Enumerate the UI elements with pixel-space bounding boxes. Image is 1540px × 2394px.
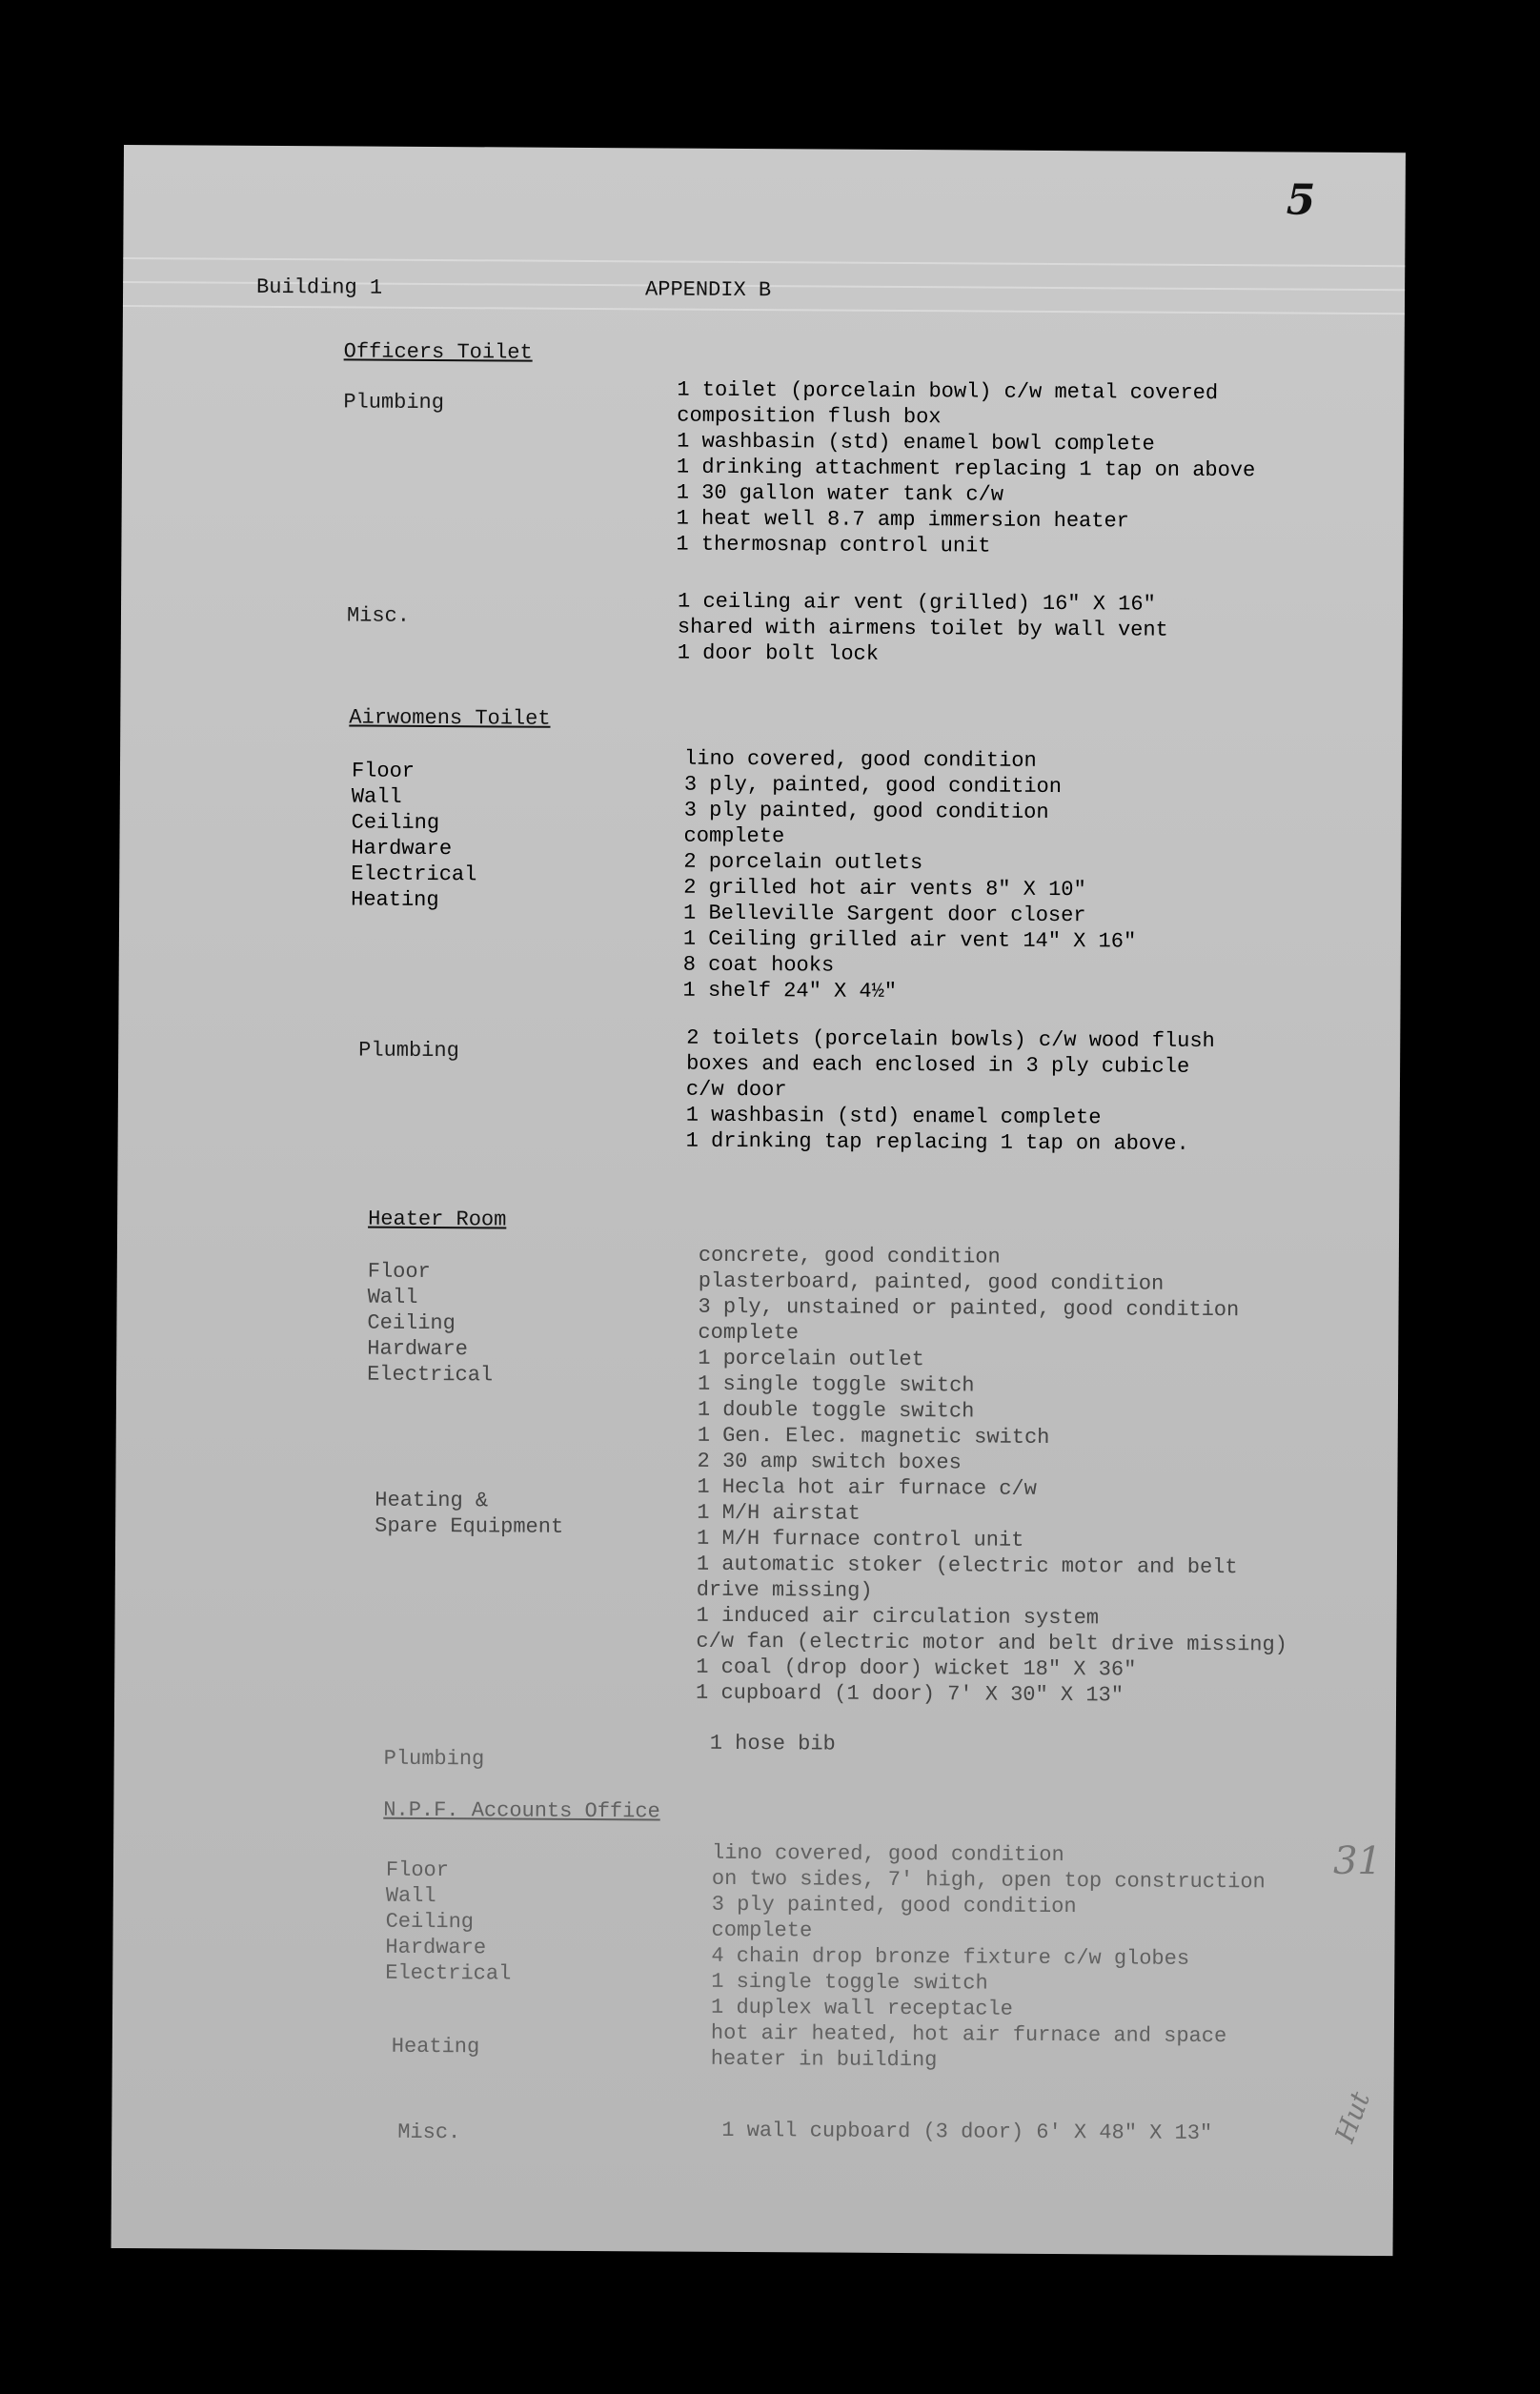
label: Floor (385, 1857, 450, 1883)
label: Hardware (351, 836, 453, 862)
label: Wall (351, 784, 402, 809)
label: Electrical (385, 1960, 512, 1986)
line: complete (698, 1320, 800, 1346)
line: 3 ply, painted, good condition (683, 772, 1063, 800)
line: composition flush box (677, 403, 942, 430)
line: drive missing) (696, 1577, 873, 1603)
line: c/w fan (electric motor and belt drive missing) (696, 1629, 1287, 1657)
line: 2 porcelain outlets (683, 849, 923, 876)
label: Ceiling (351, 810, 440, 836)
section-heading-npf-accounts-office: N.P.F. Accounts Office (383, 1797, 660, 1824)
label-plumbing: Plumbing (343, 390, 445, 416)
label: Wall (367, 1285, 418, 1309)
line: 1 30 gallon water tank c/w (676, 480, 1004, 507)
line: 1 Gen. Elec. magnetic switch (697, 1423, 1050, 1450)
section-heading-airwomens-toilet: Airwomens Toilet (349, 705, 551, 731)
label: Floor (367, 1259, 431, 1284)
label: Hardware (367, 1336, 468, 1362)
line: 1 ceiling air vent (grilled) 16" X 16" (678, 589, 1156, 617)
line: 4 chain drop bronze fixture c/w globes (711, 1943, 1190, 1971)
line: shared with airmens toilet by wall vent (677, 615, 1168, 642)
line: complete (683, 823, 785, 849)
line: complete (711, 1917, 813, 1943)
line: c/w door (685, 1077, 787, 1103)
label-plumbing: Plumbing (358, 1038, 459, 1064)
line: 1 M/H airstat (697, 1500, 861, 1526)
line: 1 double toggle switch (697, 1397, 975, 1424)
label-heating: Heating & (375, 1488, 489, 1513)
appendix-title: APPENDIX B (645, 277, 772, 303)
line: 1 Hecla hot air furnace c/w (697, 1474, 1037, 1501)
line: 1 wall cupboard (3 door) 6' X 48" X 13" (721, 2118, 1213, 2146)
label-misc: Misc. (346, 603, 411, 628)
line: 1 Ceiling grilled air vent 14" X 16" (682, 926, 1137, 954)
label: Wall (385, 1883, 436, 1909)
building-label: Building 1 (256, 274, 383, 300)
line: 1 washbasin (std) enamel bowl complete (677, 429, 1155, 456)
line: 2 grilled hot air vents 8" X 10" (683, 875, 1086, 903)
line: 3 ply painted, good condition (683, 798, 1049, 824)
line: 1 heat well 8.7 amp immersion heater (676, 506, 1129, 534)
line: on two sides, 7' high, open top construction (711, 1866, 1266, 1895)
line: 1 M/H furnace control unit (697, 1526, 1024, 1552)
line: 8 coat hooks (682, 952, 835, 978)
document-page (111, 145, 1406, 2256)
line: 1 porcelain outlet (698, 1346, 924, 1372)
label: Electrical (367, 1362, 494, 1388)
section-heading-heater-room: Heater Room (368, 1207, 507, 1232)
line: 3 ply painted, good condition (711, 1892, 1077, 1919)
line: 2 toilets (porcelain bowls) c/w wood flush (686, 1025, 1215, 1054)
label: Floor (351, 759, 415, 783)
label-plumbing: Plumbing (383, 1746, 485, 1772)
line: 1 washbasin (std) enamel complete (685, 1103, 1102, 1130)
line: 1 Belleville Sargent door closer (683, 901, 1086, 928)
line: 1 duplex wall receptacle (710, 1995, 1014, 2021)
line: 1 cupboard (1 door) 7' X 30" X 13" (696, 1680, 1125, 1708)
line: 2 30 amp switch boxes (697, 1449, 962, 1475)
line: 1 single toggle switch (711, 1969, 988, 1996)
line: 1 shelf 24" X 4½" (682, 978, 898, 1004)
line: plasterboard, painted, good condition (698, 1268, 1165, 1296)
line: heater in building (710, 2046, 938, 2073)
line: 1 toilet (porcelain bowl) c/w metal covered (677, 377, 1219, 406)
label: Ceiling (367, 1310, 456, 1336)
label: Ceiling (385, 1909, 475, 1935)
line: 1 drinking attachment replacing 1 tap on above (676, 455, 1256, 483)
label: Heating (351, 887, 439, 913)
label: Hardware (385, 1935, 487, 1960)
line: 1 single toggle switch (697, 1371, 975, 1398)
line: 1 hose bib (709, 1731, 836, 1756)
margin-note-number: 31 (1332, 1838, 1383, 1884)
line: 1 coal (drop door) wicket 18" X 36" (696, 1654, 1137, 1682)
line: lino covered, good condition (684, 746, 1037, 773)
line: hot air heated, hot air furnace and space (710, 2020, 1227, 2049)
line: 1 door bolt lock (677, 640, 880, 666)
line: 1 automatic stoker (electric motor and belt (696, 1552, 1238, 1580)
label: Electrical (351, 862, 477, 887)
line: concrete, good condition (698, 1243, 1001, 1269)
label-spare-equipment: Spare Equipment (375, 1513, 564, 1539)
line: 1 induced air circulation system (696, 1603, 1100, 1631)
line: 3 ply, unstained or painted, good condition (698, 1294, 1240, 1323)
line: 1 drinking tap replacing 1 tap on above. (685, 1128, 1189, 1156)
label-heating: Heating (391, 2034, 480, 2059)
line: lino covered, good condition (711, 1840, 1064, 1868)
line: boxes and each enclosed in 3 ply cubicle (686, 1051, 1190, 1079)
margin-note-side: Hut (1328, 2087, 1377, 2147)
line: 1 thermosnap control unit (676, 532, 991, 558)
section-heading-officers-toilet: Officers Toilet (343, 339, 533, 365)
page-number: 5 (1286, 175, 1316, 225)
label-misc: Misc. (397, 2120, 461, 2145)
